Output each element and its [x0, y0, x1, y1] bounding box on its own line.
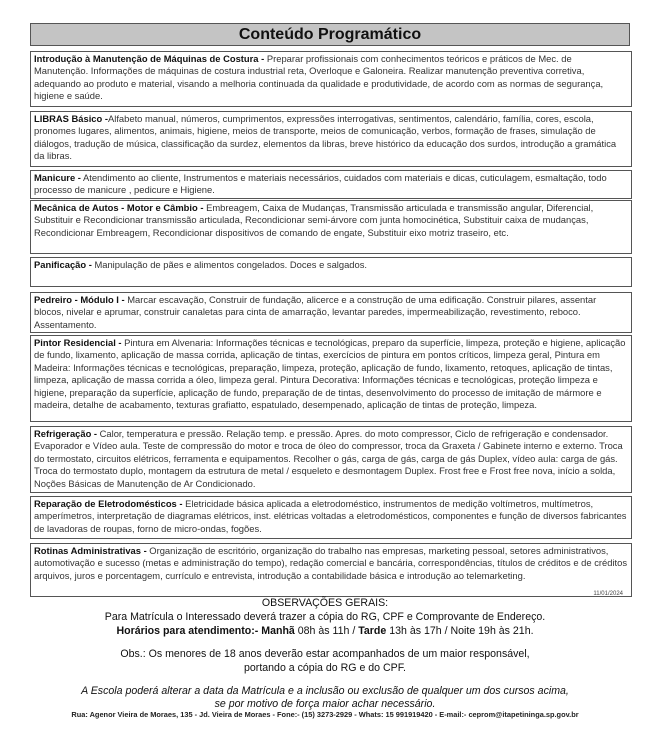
- course-name: Refrigeração -: [34, 428, 98, 439]
- minors-notice: Obs.: Os menores de 18 anos deverão estar acompanhados de um maior responsável,: [120, 648, 530, 660]
- hours-label: Horários para atendimento:- Manhã: [116, 625, 295, 637]
- course-name: Mecânica de Autos - Motor e Câmbio -: [34, 202, 204, 213]
- course-name: Pedreiro - Módulo I -: [34, 294, 125, 305]
- course-box: [30, 426, 632, 493]
- school-notice-cont: se por motivo de força maior achar necessário.: [214, 698, 436, 710]
- observations-title: OBSERVAÇÕES GERAIS:: [261, 597, 389, 609]
- course-box: [30, 51, 632, 107]
- page-title: Conteúdo Programático: [30, 23, 630, 46]
- course-box: [30, 170, 632, 199]
- course-description: Preparar profissionais com conhecimentos teóricos e práticos de Mec. de Manutenção. Informações de máquinas de costura industrial reta, Overloque e Galoneira. Realizar manutenção preventiva corretiva, adequando ao produto e material, visando a melhoria continuada da qualidade e produtividade, de acordo com as normas de segurança, higiene e saúde.: [34, 53, 604, 102]
- course-name: Rotinas Administrativas -: [34, 545, 147, 556]
- course-name: LIBRAS Básico -: [34, 113, 108, 124]
- document-date: 11/01/2024: [593, 591, 623, 597]
- course-name: Reparação de Eletrodomésticos -: [34, 498, 183, 509]
- course-box: [30, 335, 632, 422]
- afternoon-label: Tarde: [358, 625, 387, 637]
- course-name: Manicure -: [34, 172, 81, 183]
- course-name: Introdução à Manutenção de Máquinas de Costura -: [34, 53, 265, 64]
- course-description: Eletricidade básica aplicada a eletrodoméstico, instrumentos de medição voltímetros, multímetros, amperímetros, interpretação de diagramas elétricos, inst. elétricas voltadas a eletrodomésticos, componentes e função de diversos fabricantes de lavadoras de roupas, forno de micro-ondas, fogões.: [34, 498, 627, 534]
- minors-notice-cont: portando a cópia do RG e do CPF.: [244, 662, 406, 674]
- course-description: Pintura em Alvenaria: Informações técnicas e tecnológicas, preparo da superfície, limpeza, proteção e higiene, aplicação de fundo, lixamento, aplicação de massa corrida, aplicação de tintas, exercícios de pintura em pontos críticos, limpeza geral, Pintura em Madeira: Informações técnicas e tecnológicas, preparação, limpeza, proteção, aplicação de fundo, lixamento, retoques, aplicação de tintas, limpeza, aplicação de massa corrida a óleo, limpeza geral. Pintura Decorativa: Informações técnicas e tecnológicas, proteção limpeza e higiene, preparação da superfície, aplicação de fundo, preparação de de tintas, desenvolvimento do processo de imitação de mármore e madeira, detalhe de acabamento, texturas grafiatto, espatulado, desempenado, aplicação de tintas de proteção, limpeza.: [34, 337, 626, 411]
- course-description: Alfabeto manual, números, cumprimentos, expressões interrogativas, sentimentos, calendário, família, cores, escola, pronomes lugares, alimentos, animais, higiene, meios de transporte, meios de comunicação, verbos, formação de frases, simulação de diálogos, tradução de música, classificação da surdez, elementos da libras, breve histórico da educação dos surdos, introdução a gramática da libras.: [34, 113, 617, 162]
- afternoon-night-hours: 13h às 17h / Noite 19h às 21h.: [386, 625, 534, 637]
- school-notice: A Escola poderá alterar a data da Matrícula e a inclusão ou exclusão de qualquer um dos cursos acima,: [81, 685, 569, 697]
- course-box: [30, 257, 632, 287]
- enrollment-requirements: Para Matrícula o Interessado deverá trazer a cópia do RG, CPF e Comprovante de Endereço.: [104, 611, 546, 623]
- course-description: Atendimento ao cliente, Instrumentos e materiais necessários, cuidados com materiais e dicas, cuticulagem, esmaltação, todo processo de manicure , pedicure e Higiene.: [34, 172, 607, 196]
- course-name: Panificação -: [34, 259, 92, 270]
- contact-footer: Rua: Agenor Vieira de Moraes, 135 - Jd. Vieira de Moraes - Fone:- (15) 3273-2929 - Whats: 15 991919420 - E-mail:- ceprom@itapetininga.sp.gov.br: [71, 710, 579, 719]
- morning-hours: 08h às 11h /: [294, 625, 359, 637]
- course-description: Manipulação de pães e alimentos congelados. Doces e salgados.: [91, 259, 368, 270]
- course-description: Embreagem, Caixa de Mudanças, Transmissão articulada e transmissão angular, Diferencial, Substituir e Recondicionar transmissão articulada, Recondicionar semi-árvore com junta homocinética, Substituir caixa de mudanças, Recondicionar Embreagem, Recondicionar dispositivos de comando de engate, Substituir eixo motriz traseiro, etc.: [34, 202, 594, 238]
- course-description: Organização de escritório, organização do trabalho nas empresas, marketing pessoal, setores administrativos, automotivação e sucesso (metas e administração do tempo), redação comercial e bancária, correspondências, títulos de créditos e de créditos arquivos, juros e porcentagem, currículo e entrevista, introdução a contabilidade básica e introdução ao telemarketing.: [34, 545, 628, 581]
- course-description: Calor, temperatura e pressão. Relação temp. e pressão. Apres. do moto compressor, Ciclo de refrigeração e condensador. Evaporador e Vídeo aula. Teste de compressão do motor e troca de óleo do compressor, troca da Graxeta / Gabinete interno e externo. Troca do termostato, circuitos elétricos, ferramenta e equipamentos. Recolher o gás, carga de gás, carga de gás Duplex, vídeo aula: carga de gás. Troca do termostato duplo, montagem da estrutura de metal / esqueleto e desmontagem Duplex. Frost free e Frost free nova, início a solda, Noções Básicas de Manutenção de Ar Condicionado.: [34, 428, 623, 489]
- opening-hours: [0, 624, 650, 639]
- course-box: [30, 292, 632, 333]
- course-description: Marcar escavação, Construir de fundação, alicerce e a construção de uma edificação. Construir pilares, assentar blocos, nivelar e aprumar, construir canaletas para cinta de amarração, levantar paredes, impermeabilização, revestimento, reboco. Assentamento.: [34, 294, 597, 330]
- course-box: [30, 543, 632, 597]
- course-name: Pintor Residencial -: [34, 337, 122, 348]
- course-box: [30, 496, 632, 539]
- course-box: [30, 111, 632, 167]
- course-box: [30, 200, 632, 254]
